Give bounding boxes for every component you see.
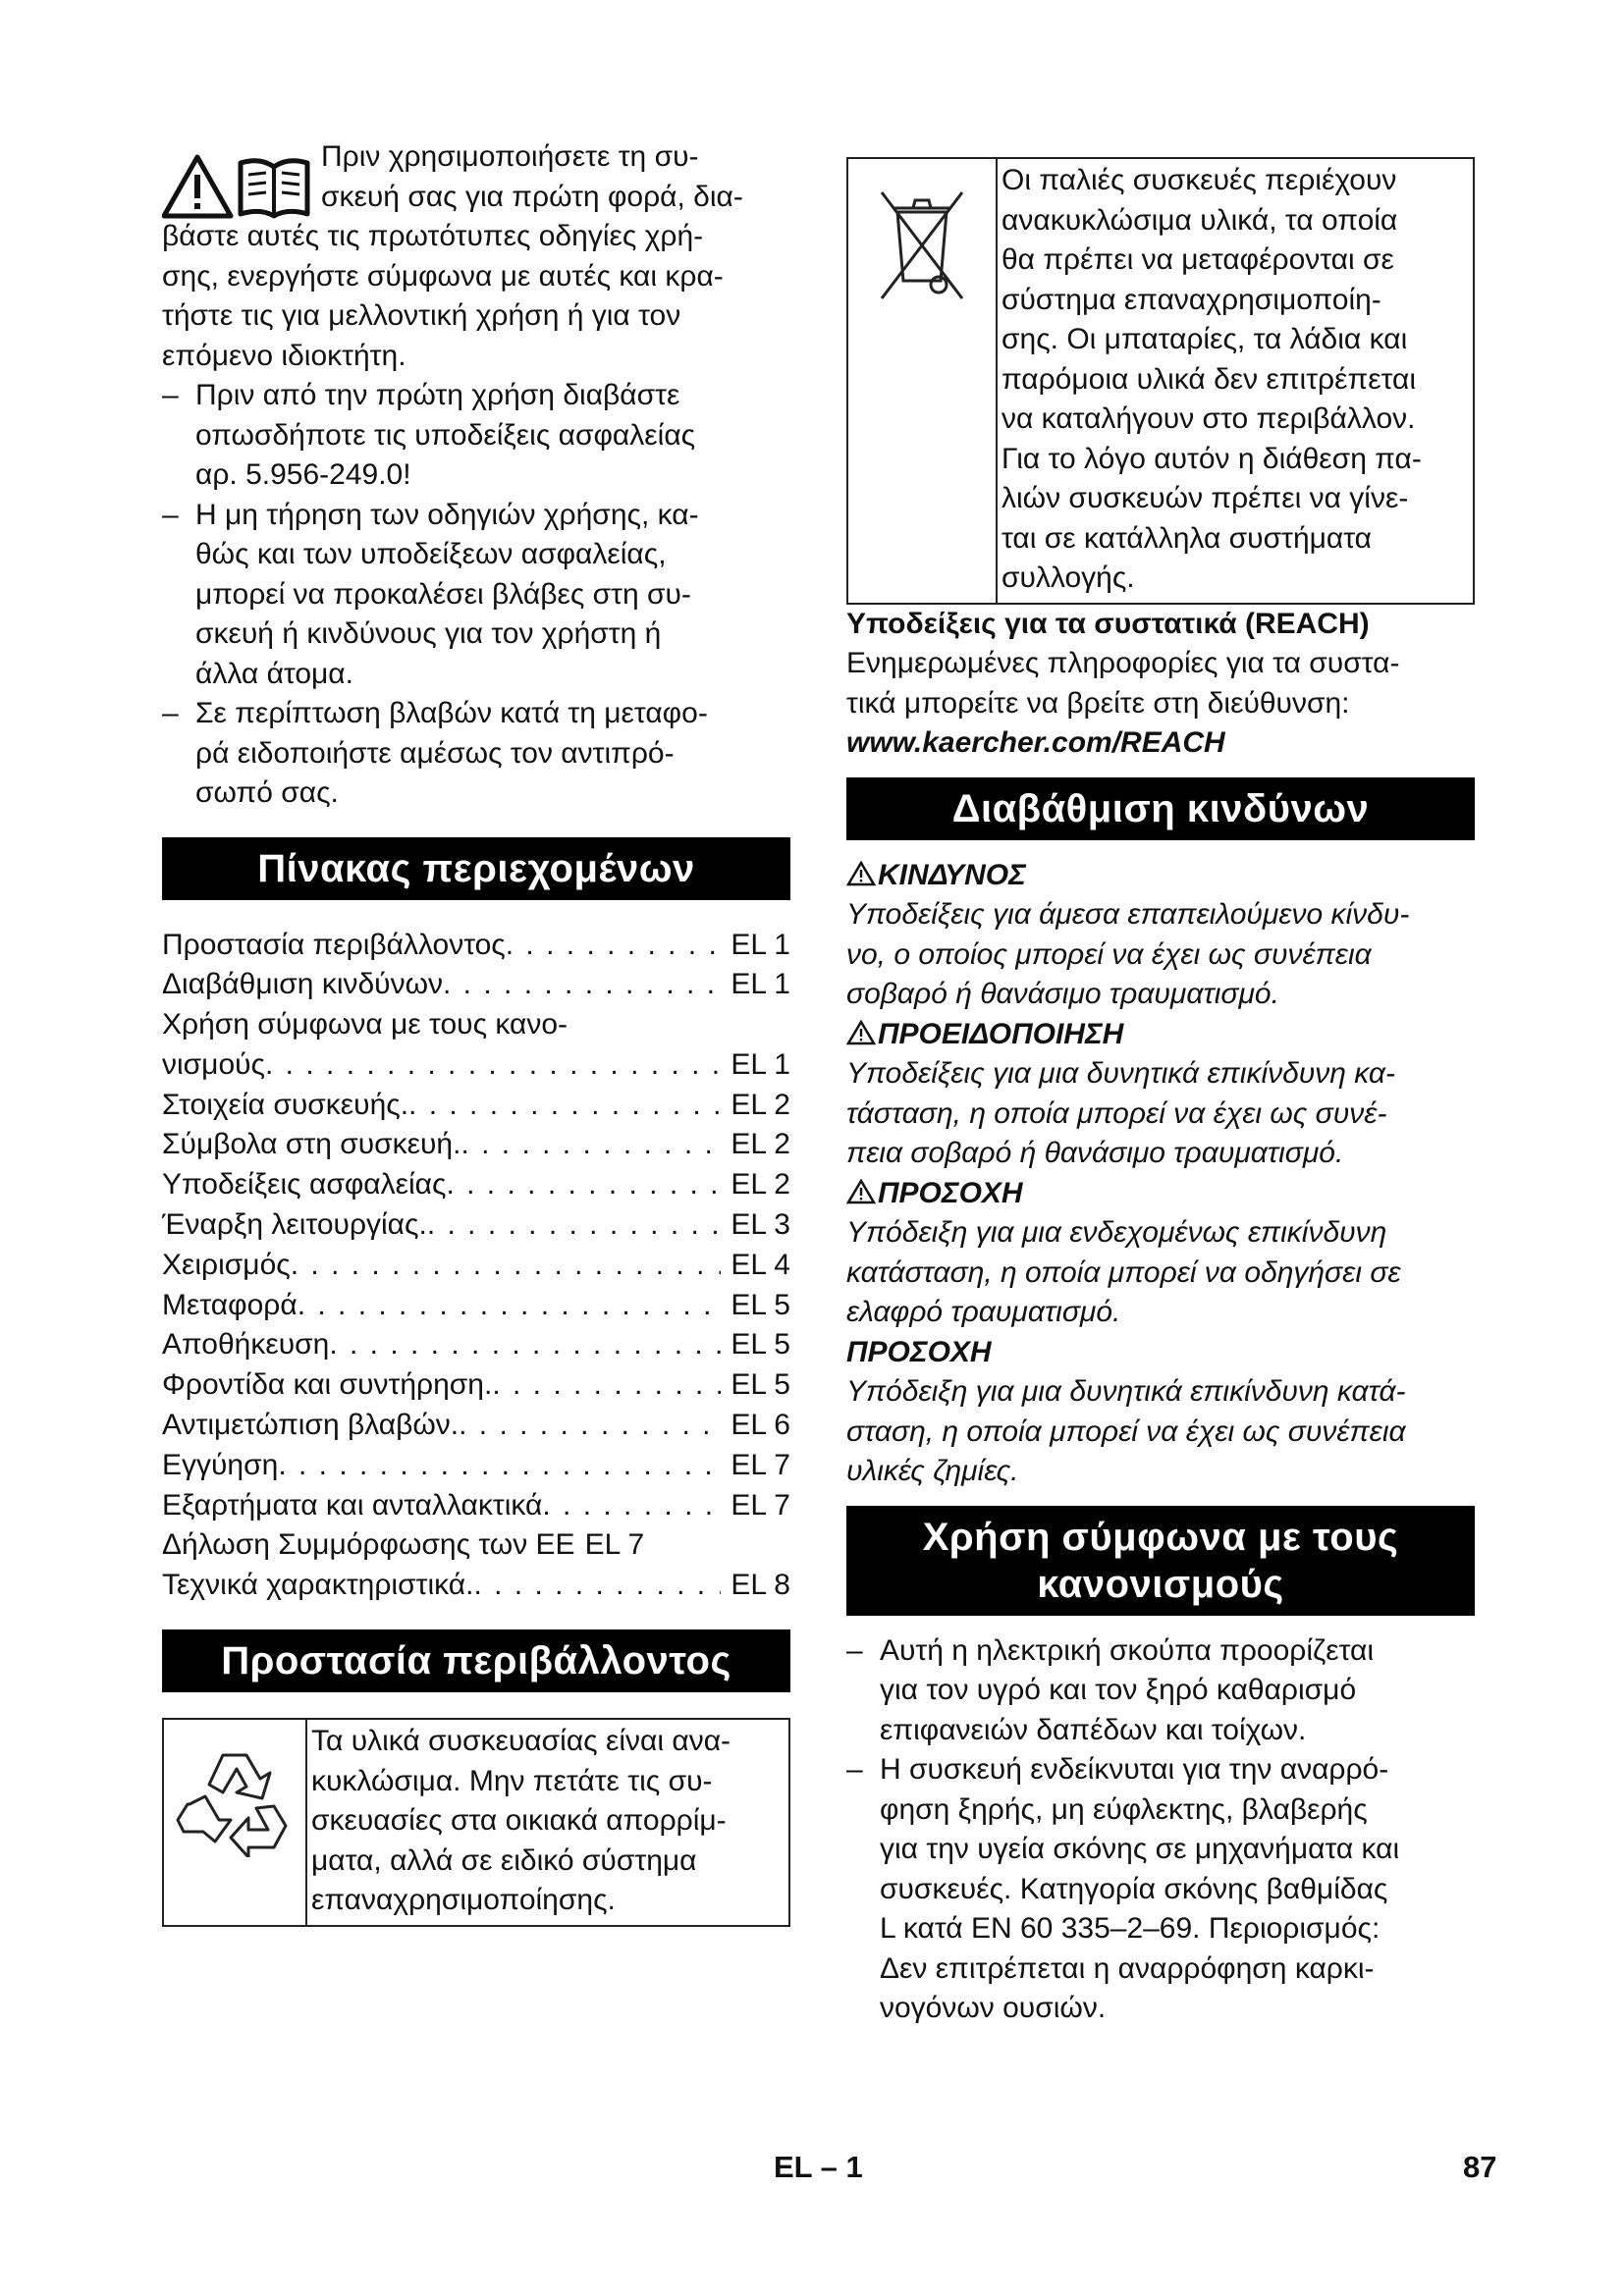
recycle-icon — [176, 1747, 294, 1857]
toc-page: EL 4 — [731, 1248, 790, 1281]
intro-bullet — [162, 376, 790, 496]
hazard-line: ελαφρό τραυματισμό. — [846, 1296, 1121, 1328]
toc-heading: Πίνακας περιεχομένων — [162, 837, 790, 900]
hazard-label-text: ΠΡΟΣΟΧΗ — [846, 1335, 992, 1368]
toc-item[interactable] — [162, 1246, 790, 1286]
hazard-line: σοβαρό ή θανάσιμο τραυματισμό. — [846, 978, 1279, 1010]
bullet-line: συσκευές. Κατηγορία σκόνης βαθμίδας — [880, 1872, 1388, 1905]
toc-item[interactable] — [162, 1406, 790, 1446]
toc-item[interactable] — [162, 1086, 790, 1126]
usage-heading-line: Χρήση σύμφωνα με τους — [922, 1515, 1399, 1559]
toc-title: Υποδείξεις ασφαλείας — [162, 1168, 447, 1201]
recycle-line: κυκλώσιμα. Μην πετάτε τις συ- — [311, 1764, 713, 1797]
disposal-line: σης. Οι μπαταρίες, τα λάδια και — [1001, 323, 1408, 355]
disposal-line: λιών συσκευών πρέπει να γίνε- — [1001, 482, 1409, 514]
bullet-line: Δεν επιτρέπεται η αναρρόφηση καρκι- — [880, 1951, 1375, 1985]
hazard-line: σταση, η οποία μπορεί να έχει ως συνέπεια — [846, 1415, 1406, 1448]
warning-manual-icon — [162, 153, 311, 220]
disposal-line: να καταλήγουν στο περιβάλλον. — [1001, 402, 1416, 435]
warning-triangle-icon — [846, 1020, 876, 1045]
intro-bullets — [162, 376, 790, 814]
toc-title: Εγγύηση — [162, 1448, 279, 1481]
hazard-line: κατάσταση, η οποία μπορεί να οδηγήσει σε — [846, 1255, 1401, 1289]
hazard-label-text: ΠΡΟΣΟΧΗ — [878, 1176, 1023, 1209]
reach-title: Υποδείξεις για τα συστατικά (REACH) — [846, 607, 1370, 640]
disposal-line: θα πρέπει να μεταφέρονται σε — [1001, 243, 1394, 276]
bullet-line: αρ. 5.956-249.0! — [195, 458, 411, 491]
toc-title: Χειρισμός — [162, 1248, 291, 1281]
intro-line: σκευή σας για πρώτη φορά, δια- — [321, 180, 743, 213]
bullet-line: σκευή ή κινδύνους για τον χρήστη ή — [195, 617, 662, 650]
toc-page: EL 5 — [731, 1288, 790, 1321]
toc-title: Διαβάθμιση κινδύνων — [162, 968, 444, 1001]
reach-line: Ενημερωμένες πληροφορίες για τα συστα- — [846, 647, 1400, 679]
toc-title: Έναρξη λειτουργίας. — [162, 1208, 427, 1242]
intro-line: σης, ενεργήστε σύμφωνα με αυτές και κρα- — [162, 259, 724, 293]
hazard-line: νο, ο οποίος μπορεί να έχει ως συνέπεια — [846, 937, 1372, 971]
toc-item[interactable] — [162, 1286, 790, 1326]
hazard-levels — [846, 856, 1475, 1492]
toc-page: EL 8 — [731, 1569, 790, 1602]
hazard-label — [846, 1015, 1475, 1055]
toc-item[interactable] — [162, 965, 790, 1005]
usage-bullets — [846, 1631, 1475, 2029]
disposal-line: Οι παλιές συσκευές περιέχουν — [1001, 164, 1397, 196]
toc-item[interactable] — [162, 1325, 790, 1365]
hazard-level — [846, 1333, 1475, 1492]
toc-title: Αποθήκευση — [162, 1328, 330, 1362]
bullet-line: φηση ξηρής, μη εύφλεκτης, βλαβερής — [880, 1792, 1368, 1826]
hazard-line: υλικές ζημίες. — [846, 1455, 1019, 1487]
hazard-level — [846, 856, 1475, 1015]
hazard-line: τάσταση, η οποία μπορεί να έχει ως συνέ- — [846, 1096, 1387, 1130]
hazard-label — [846, 856, 1475, 896]
toc-title: Χρήση σύμφωνα με τους κανο- — [162, 1008, 568, 1041]
intro-bullet — [162, 496, 790, 695]
toc-page: EL 2 — [731, 1128, 790, 1161]
intro-section — [162, 137, 790, 814]
hazard-level — [846, 1174, 1475, 1333]
intro-line: επόμενο ιδιοκτήτη. — [162, 339, 406, 372]
toc-item[interactable] — [162, 926, 790, 966]
toc-item[interactable] — [162, 1045, 790, 1086]
intro-line: Πριν χρησιμοποιήσετε τη συ- — [321, 140, 699, 173]
toc-title: Φροντίδα και συντήρηση. — [162, 1368, 493, 1402]
intro-line: τήστε τις για μελλοντική χρήση ή για τον — [162, 299, 681, 332]
toc-title: Σύμβολα στη συσκευή. — [162, 1128, 461, 1161]
recycle-line: σκευασίες στα οικιακά απορρίμ- — [311, 1804, 727, 1838]
reach-url-link[interactable]: www.kaercher.com/REACH — [846, 726, 1225, 759]
bullet-line: για τον υγρό και τον ξηρό καθαρισμό — [880, 1674, 1357, 1706]
hazard-label-text: ΠΡΟΕΙΔΟΠΟΙΗΣΗ — [878, 1017, 1124, 1050]
crossed-bin-icon — [878, 187, 966, 304]
toc-item[interactable] — [162, 1365, 790, 1406]
toc-page: EL 7 — [731, 1448, 790, 1481]
toc-page: EL 5 — [731, 1368, 790, 1402]
toc-title: Τεχνικά χαρακτηριστικά. — [162, 1569, 474, 1602]
recycle-text — [307, 1720, 736, 1925]
recycle-box — [162, 1718, 790, 1927]
bullet-line: ρά ειδοποιήστε αμέσως τον αντιπρό- — [195, 736, 675, 770]
bullet-line: – Πριν από την πρώτη χρήση διαβάστε — [195, 379, 680, 411]
toc-page: EL 1 — [731, 1047, 790, 1081]
disposal-line: συλλογής. — [1001, 561, 1135, 594]
disposal-line: σύστημα επαναχρησιμοποίη- — [1001, 283, 1381, 316]
usage-bullet — [846, 1750, 1475, 2029]
disposal-text — [998, 159, 1428, 603]
hazard-line: Υπόδειξη για μια δυνητικά επικίνδυνη κατά- — [846, 1375, 1406, 1408]
hazard-label — [846, 1174, 1475, 1214]
warning-triangle-icon — [846, 1179, 876, 1204]
toc-title: Αντιμετώπιση βλαβών. — [162, 1409, 460, 1442]
toc-item[interactable] — [162, 1486, 790, 1526]
bin-icon-cell — [848, 159, 998, 603]
disposal-line: ανακυκλώσιμα υλικά, τα οποία — [1001, 203, 1398, 237]
hazard-line: Υποδείξεις για μια δυνητικά επικίνδυνη κα- — [846, 1057, 1395, 1090]
intro-line: βάστε αυτές τις πρωτότυπες οδηγίες χρή- — [162, 220, 704, 252]
toc-title: νισμούς — [162, 1047, 266, 1081]
toc-title: Εξαρτήματα και ανταλλακτικά — [162, 1488, 543, 1522]
bullet-line: θώς και των υποδείξεων ασφαλείας, — [195, 538, 667, 570]
reach-section — [846, 605, 1475, 764]
footer-page-code: EL – 1 — [774, 2150, 863, 2184]
toc-title: Δήλωση Συμμόρφωσης των ΕΕ — [162, 1528, 575, 1562]
environment-heading: Προστασία περιβάλλοντος — [162, 1629, 790, 1692]
toc-page: EL 3 — [731, 1208, 790, 1242]
recycle-line: επαναχρησιμοποίησης. — [311, 1884, 616, 1917]
bullet-line: μπορεί να προκαλέσει βλάβες στη συ- — [195, 577, 691, 611]
right-column — [846, 157, 1475, 2029]
toc-item[interactable] — [162, 1165, 790, 1205]
toc-item[interactable] — [162, 1566, 790, 1606]
toc-title: Προστασία περιβάλλοντος — [162, 928, 506, 961]
toc-item[interactable] — [162, 1446, 790, 1486]
bullet-line: άλλα άτομα. — [195, 657, 353, 690]
toc-item-line1[interactable] — [162, 1005, 790, 1045]
bullet-line: – Αυτή η ηλεκτρική σκούπα προορίζεται — [880, 1633, 1375, 1667]
toc-page: EL 6 — [731, 1409, 790, 1442]
toc-item[interactable] — [162, 1125, 790, 1165]
footer-page-number: 87 — [1463, 2150, 1497, 2184]
bullet-line: οπωσδήποτε τις υποδείξεις ασφαλείας — [195, 418, 696, 452]
usage-bullet — [846, 1631, 1475, 1751]
toc-title: Στοιχεία συσκευής. — [162, 1088, 409, 1121]
hazard-line: πεια σοβαρό ή θανάσιμο τραυματισμό. — [846, 1137, 1344, 1169]
reach-line: τικά μπορείτε να βρείτε στη διεύθυνση: — [846, 686, 1350, 720]
bullet-line: – Σε περίπτωση βλαβών κατά τη μεταφο- — [195, 697, 708, 729]
recycle-icon-cell — [164, 1720, 307, 1925]
intro-bullet — [162, 694, 790, 814]
hazard-level — [846, 1015, 1475, 1174]
bullet-line: επιφανειών δαπέδων και τοίχων. — [880, 1713, 1307, 1746]
bullet-line: για την υγεία σκόνης σε μηχανήματα και — [880, 1833, 1400, 1865]
hazard-line: Υπόδειξη για μια ενδεχομένως επικίνδυνη — [846, 1216, 1387, 1249]
bullet-line: σωπό σας. — [195, 776, 339, 809]
usage-heading-line: κανονισμούς — [1037, 1562, 1284, 1606]
hazard-heading: Διαβάθμιση κινδύνων — [846, 777, 1475, 840]
hazard-label — [846, 1333, 1475, 1373]
usage-heading — [846, 1506, 1475, 1616]
toc-page: EL 2 — [731, 1168, 790, 1201]
bullet-line: – Η συσκευή ενδείκνυται για την αναρρό- — [880, 1753, 1389, 1786]
toc-page: EL 1 — [731, 928, 790, 961]
hazard-label-text: ΚΙΝΔΥΝΟΣ — [878, 858, 1026, 891]
disposal-line: Για το λόγο αυτόν η διάθεση πα- — [1001, 442, 1422, 475]
recycle-line: ματα, αλλά σε ειδικό σύστημα — [311, 1843, 697, 1877]
toc-page: EL 7 — [584, 1528, 645, 1562]
disposal-line: παρόμοια υλικά δεν επιτρέπεται — [1001, 362, 1417, 396]
disposal-line: ται σε κατάλληλα συστήματα — [1001, 521, 1373, 555]
toc-page: EL 7 — [731, 1488, 790, 1522]
toc-page: EL 5 — [731, 1328, 790, 1362]
recycle-line: Τα υλικά συσκευασίας είναι ανα- — [311, 1725, 731, 1758]
disposal-box — [846, 157, 1475, 605]
left-column — [162, 137, 790, 1927]
toc-title: Μεταφορά — [162, 1288, 298, 1321]
toc-page: EL 2 — [731, 1088, 790, 1121]
toc-page: EL 1 — [731, 968, 790, 1001]
bullet-line: L κατά EN 60 335–2–69. Περιορισμός: — [880, 1912, 1380, 1945]
toc-list — [162, 926, 790, 1607]
bullet-line: νογόνων ουσιών. — [880, 1992, 1107, 2024]
toc-item[interactable] — [162, 1205, 790, 1246]
toc-item[interactable] — [162, 1525, 790, 1566]
hazard-line: Υποδείξεις για άμεσα επαπειλούμενο κίνδυ- — [846, 898, 1410, 931]
warning-triangle-icon — [846, 861, 876, 886]
bullet-line: – Η μη τήρηση των οδηγιών χρήσης, κα- — [195, 498, 699, 531]
